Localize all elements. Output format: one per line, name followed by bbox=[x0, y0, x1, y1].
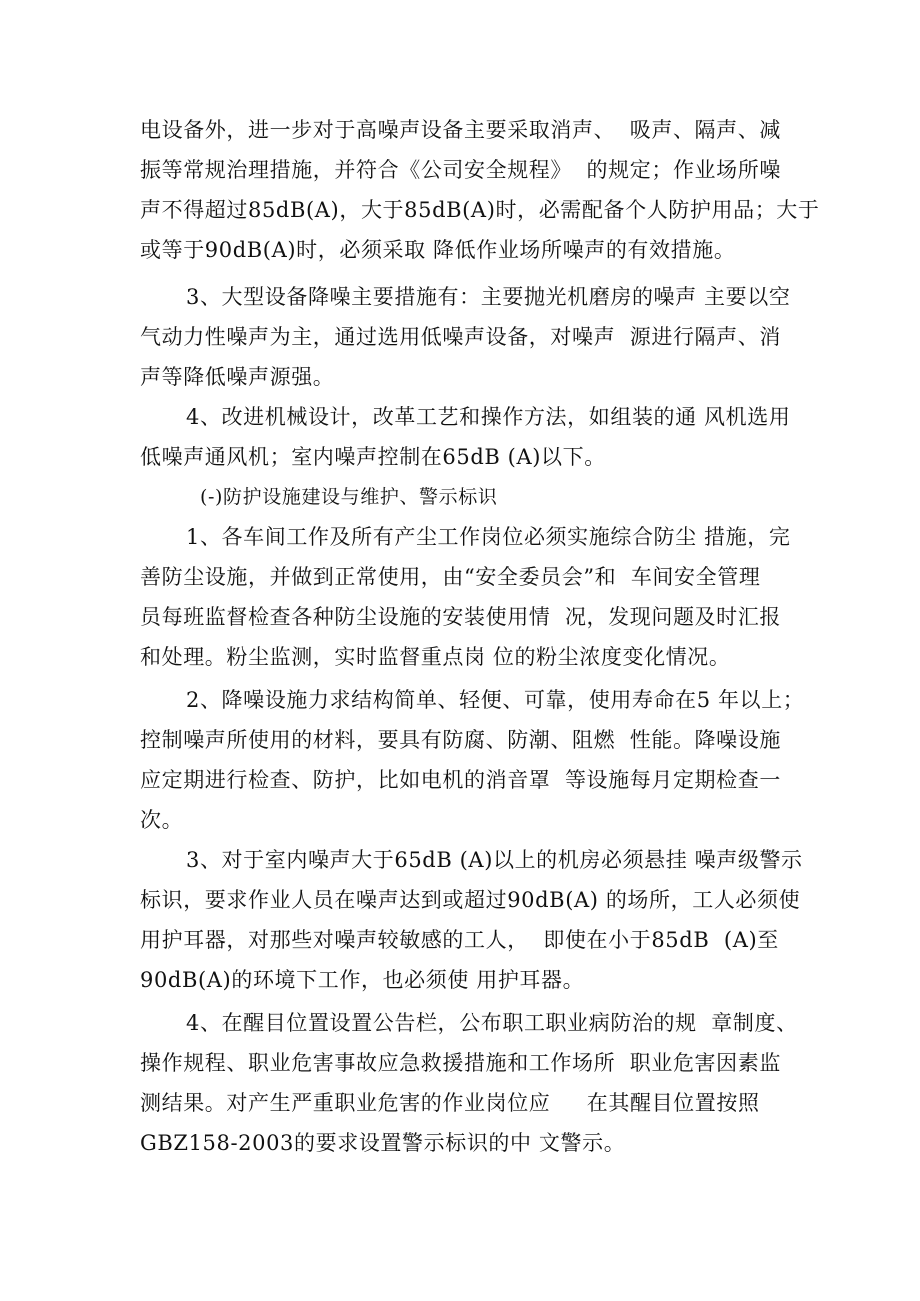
section-heading: (-)防护设施建设与维护、警示标识 bbox=[200, 486, 498, 508]
text-line: 或等于90dB(A)时，必须采取 降低作业场所噪声的有效措施。 bbox=[140, 238, 736, 262]
text-line: 和处理。粉尘监测，实时监督重点岗 位的粉尘浓度变化情况。 bbox=[140, 645, 731, 669]
paragraph-item-4: 4、在醒目位置设置公告栏，公布职工职业病防治的规 章制度、 bbox=[186, 1011, 798, 1035]
text-line: 低噪声通风机；室内噪声控制在65dB (A)以下。 bbox=[140, 445, 606, 469]
text-line: 气动力性噪声为主，通过选用低噪声设备，对噪声 源进行隔声、消 bbox=[140, 325, 781, 349]
text-line: GBZ158-2003的要求设置警示标识的中 文警示。 bbox=[140, 1131, 626, 1155]
text-line: 员每班监督检查各种防尘设施的安装使用情 况，发现问题及时汇报 bbox=[140, 605, 781, 629]
text-line: 标识，要求作业人员在噪声达到或超过90dB(A) 的场所，工人必须使 bbox=[140, 888, 801, 912]
text-line: 善防尘设施，并做到正常使用，由“安全委员会”和 车间安全管理 bbox=[140, 565, 761, 589]
paragraph-item-2: 2、降噪设施力求结构简单、轻便、可靠，使用寿命在5 年以上； bbox=[186, 688, 805, 712]
text-line: 声不得超过85dB(A)，大于85dB(A)时，必需配备个人防护用品；大于 bbox=[140, 198, 820, 222]
paragraph-item-1: 1、各车间工作及所有产尘工作岗位必须实施综合防尘 措施，完 bbox=[186, 525, 791, 549]
text-line: 电设备外，进一步对于高噪声设备主要采取消声、 吸声、隔声、减 bbox=[140, 118, 781, 142]
text-line: 应定期进行检查、防护，比如电机的消音罩 等设施每月定期检查一 bbox=[140, 768, 781, 792]
text-line: 振等常规治理措施，并符合《公司安全规程》 的规定；作业场所噪 bbox=[140, 158, 781, 182]
paragraph-item-3: 3、对于室内噪声大于65dB (A)以上的机房必须悬挂 噪声级警示 bbox=[186, 848, 803, 872]
text-line: 次。 bbox=[140, 808, 184, 832]
text-line: 声等降低噪声源强。 bbox=[140, 365, 335, 389]
paragraph-item-4: 4、改进机械设计，改革工艺和操作方法，如组装的通 风机选用 bbox=[186, 405, 791, 429]
text-line: 测结果。对产生严重职业危害的作业岗位应 在其醒目位置按照 bbox=[140, 1091, 760, 1115]
text-line: 用护耳器，对那些对噪声较敏感的工人， 即使在小于85dB (A)至 bbox=[140, 928, 779, 952]
text-line: 90dB(A)的环境下工作，也必须使 用护耳器。 bbox=[140, 968, 585, 992]
paragraph-item-3: 3、大型设备降噪主要措施有：主要抛光机磨房的噪声 主要以空 bbox=[186, 285, 791, 309]
text-line: 操作规程、职业危害事故应急救援措施和工作场所 职业危害因素监 bbox=[140, 1051, 781, 1075]
text-line: 控制噪声所使用的材料，要具有防腐、防潮、阻燃 性能。降噪设施 bbox=[140, 728, 781, 752]
